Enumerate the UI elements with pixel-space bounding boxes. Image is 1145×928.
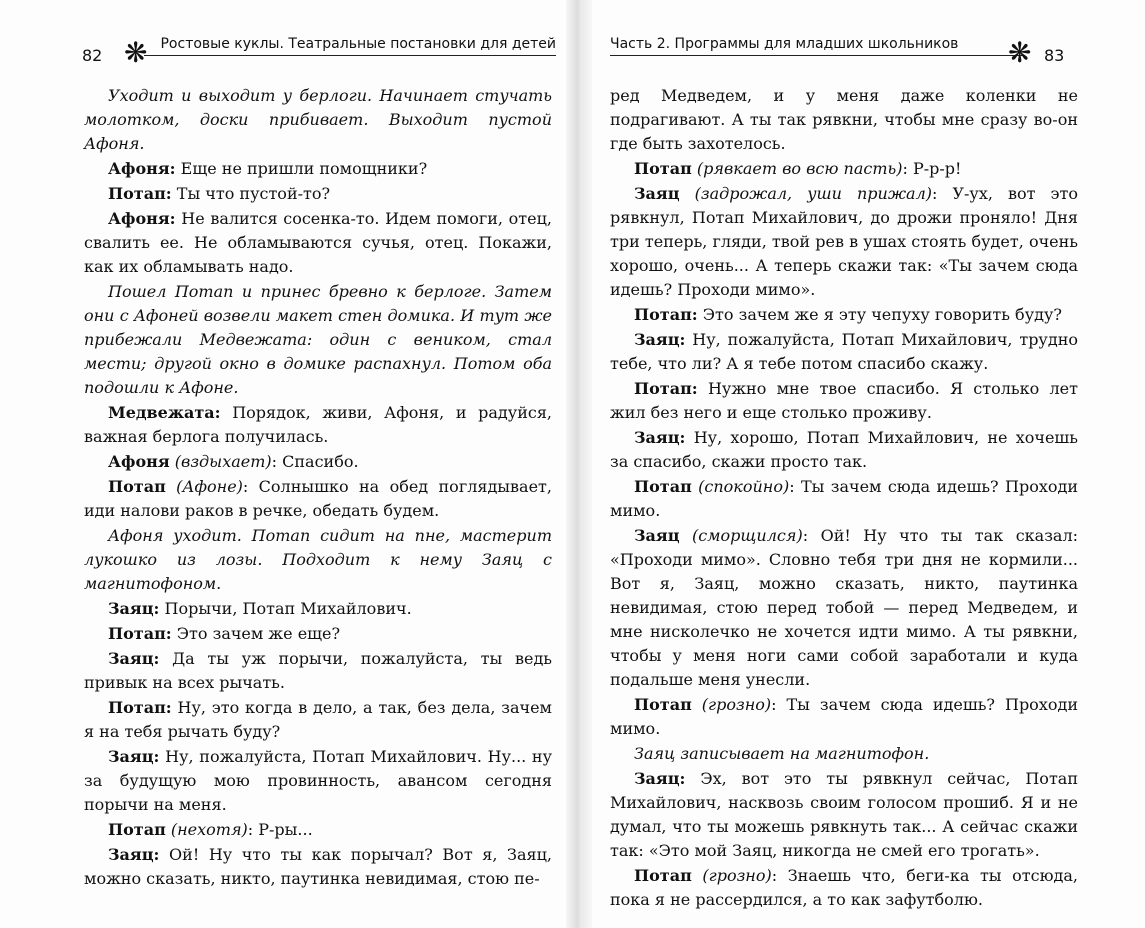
dialogue-line [84,401,552,449]
dialogue-line [610,157,1078,181]
stage-remark: (задрожал, уши прижал) [679,184,932,203]
dialogue-line [610,377,1078,425]
speaker-name: Потап [634,866,692,885]
speech-text: : Знаешь что, беги-ка ты отсюда, пока я не рассердился, а то как зафутболю. [610,866,1078,909]
dialogue-line [84,475,552,523]
dialogue-line [84,647,552,695]
speech-text: : Р-ры... [247,820,313,839]
header-rule [144,55,556,56]
stage-remark: (рявкает во всю пасть) [691,159,903,178]
page-number: 82 [82,46,103,65]
dialogue-line [84,182,552,206]
speech-text: Эх, вот это ты рявкнул сейчас, Потап Михайлович, насквозь своим голосом прошиб. Я и не думал, что ты можешь рявкнуть так... А сейчас скажи так: «Это мой Заяц, никогда не смей его трогать». [610,769,1078,860]
stage-remark: (Афоне) [165,477,243,496]
stage-remark: (нехотя) [165,820,248,839]
speech-text: Ну, пожалуйста, Потап Михайлович, трудно тебе, что ли? А я тебе потом спасибо скажу. [610,330,1078,373]
stage-direction: Заяц записывает на магнитофон. [634,744,930,763]
speaker-name: Заяц: [634,330,686,349]
speech-text: Ты что пустой-то? [171,184,331,203]
dialogue-line [84,157,552,181]
speech-text: Ну, это когда в дело, а так, без дела, зачем я на тебя рычать буду? [84,698,552,741]
dialogue-line [84,696,552,744]
dialogue-line [84,597,552,621]
running-head-title: Часть 2. Программы для младших школьников [610,36,959,52]
speech-text: : Р-р-р! [902,159,962,178]
speaker-name: Заяц: [108,649,160,668]
speaker-name: Медвежата: [108,403,221,422]
speech-text: Порычи, Потап Михайлович. [159,599,412,618]
speech-text: Это зачем же еще? [171,624,341,643]
running-head-title: Ростовые куклы. Театральные постановки для детей [160,36,556,52]
speech-text: : Солнышко на обед поглядывает, иди налови раков в речке, обедать будем. [84,477,552,520]
speech-text: Еще не пришли помощники? [175,159,428,178]
dialogue-line [610,524,1078,692]
header-rule [610,55,1024,56]
speaker-name: Заяц: [108,747,160,766]
speaker-name: Потап [108,477,166,496]
dialogue-line [610,328,1078,376]
dialogue-line [84,843,552,891]
speaker-name: Потап: [108,698,172,717]
speech-text: Это зачем же я эту чепуху говорить буду? [697,305,1062,324]
speech-text: Да ты уж порычи, пожалуйста, ты ведь привык на всех рычать. [84,649,552,692]
dialogue-line [84,207,552,279]
stage-direction: Уходит и выходит у берлоги. Начинает стучать молотком, доски прибивает. Выходит пустой Афоня. [84,86,552,153]
speech-text: Ну, пожалуйста, Потап Михайлович. Ну... ну за будущую мою провинность, авансом сегодня порычи на меня. [84,747,552,814]
speech-text: Ну, хорошо, Потап Михайлович, не хочешь за спасибо, скажи просто так. [610,428,1078,471]
speaker-name: Заяц [634,184,680,203]
stage-remark: (сморщился) [679,526,803,545]
asterisk-ornament-icon: ❋ [124,36,148,69]
stage-remark: (грозно) [691,695,772,714]
dialogue-line [84,622,552,646]
dialogue-line [610,693,1078,741]
stage-remark: (спокойно) [691,477,790,496]
stage-direction: Афоня уходит. Потап сидит на пне, мастерит лукошко из лозы. Подходит к нему Заяц с магнитофоном. [84,526,552,593]
dialogue-line [610,426,1078,474]
speaker-name: Потап [634,477,692,496]
page-body [610,84,1078,913]
speaker-name: Заяц: [108,845,160,864]
dialogue-line [610,475,1078,523]
speech-text: : Ой! Ну что ты так сказал: «Проходи мимо». Словно тебя три дня не кормили... Вот я, Заяц, можно сказать, никто, паутинка невидимая, стою перед тобой — перед Медведем, и мне нисколечко не хочется идти мимо. А ты рявкни, чтобы у меня ноги сами собой заработали и куда подальше меня унесли. [610,526,1079,689]
speaker-name: Потап: [634,305,698,324]
speaker-name: Заяц: [634,428,686,447]
speaker-name: Потап [108,820,166,839]
speaker-name: Потап [634,695,692,714]
speech-text: Не валится сосенка-то. Идем помоги, отец, свалить ее. Не обламываются сучья, отец. Покажи, как их обламывать надо. [84,209,552,276]
dialogue-line [84,450,552,474]
speaker-name: Потап: [634,379,698,398]
stage-remark: (вздыхает) [169,452,272,471]
stage-direction: Пошел Потап и принес бревно к берлоге. Затем они с Афоней возвели макет стен домика. И тут же прибежали Медвежата: один с веником, стал мести; другой окно в домике распахнул. Потом оба подошли к Афоне. [84,282,552,397]
book-gutter [566,0,592,928]
speech-text: : У-ух, вот это рявкнул, Потап Михайлович, до дрожи проняло! Дня три теперь, гляди, твой рев в ушах стоять будет, очень хорошо, очень... А теперь скажи так: «Ты зачем сюда идешь? Проходи мимо». [610,184,1079,299]
speaker-name: Потап: [108,624,172,643]
speech-text: : Ты зачем сюда идешь? Проходи мимо. [610,477,1078,520]
dialogue-line [84,745,552,817]
speech-text: Нужно мне твое спасибо. Я столько лет жил без него и еще столько проживу. [610,379,1078,422]
speaker-name: Афоня: [108,159,176,178]
speaker-name: Заяц: [108,599,160,618]
right-page [592,0,1145,928]
speech-text: : Спасибо. [271,452,359,471]
stage-remark: (грозно) [691,866,772,885]
dialogue-line [610,767,1078,863]
speaker-name: Заяц [634,526,680,545]
speaker-name: Афоня [108,452,170,471]
page-number: 83 [1044,46,1065,65]
dialogue-line [84,818,552,842]
speech-text: Ой! Ну что ты как порычал? Вот я, Заяц, можно сказать, никто, паутинка невидимая, стою пе- [84,845,552,888]
speech-text: Порядок, живи, Афоня, и радуйся, важная берлога получилась. [84,403,552,446]
speech-text: : Ты зачем сюда идешь? Проходи мимо. [610,695,1078,738]
dialogue-line [610,182,1078,302]
speaker-name: Потап: [108,184,172,203]
running-head [72,36,556,69]
dialogue-continuation: ред Медведем, и у меня даже коленки не подрагивают. А ты так рявкни, чтобы мне сразу во-он где быть захотелось. [610,86,1078,153]
dialogue-line [610,864,1078,912]
left-page [0,0,566,928]
speaker-name: Заяц: [634,769,686,788]
dialogue-line [610,303,1078,327]
asterisk-ornament-icon: ❋ [1008,36,1032,69]
speaker-name: Афоня: [108,209,176,228]
speaker-name: Потап [634,159,692,178]
page-body [84,84,552,892]
